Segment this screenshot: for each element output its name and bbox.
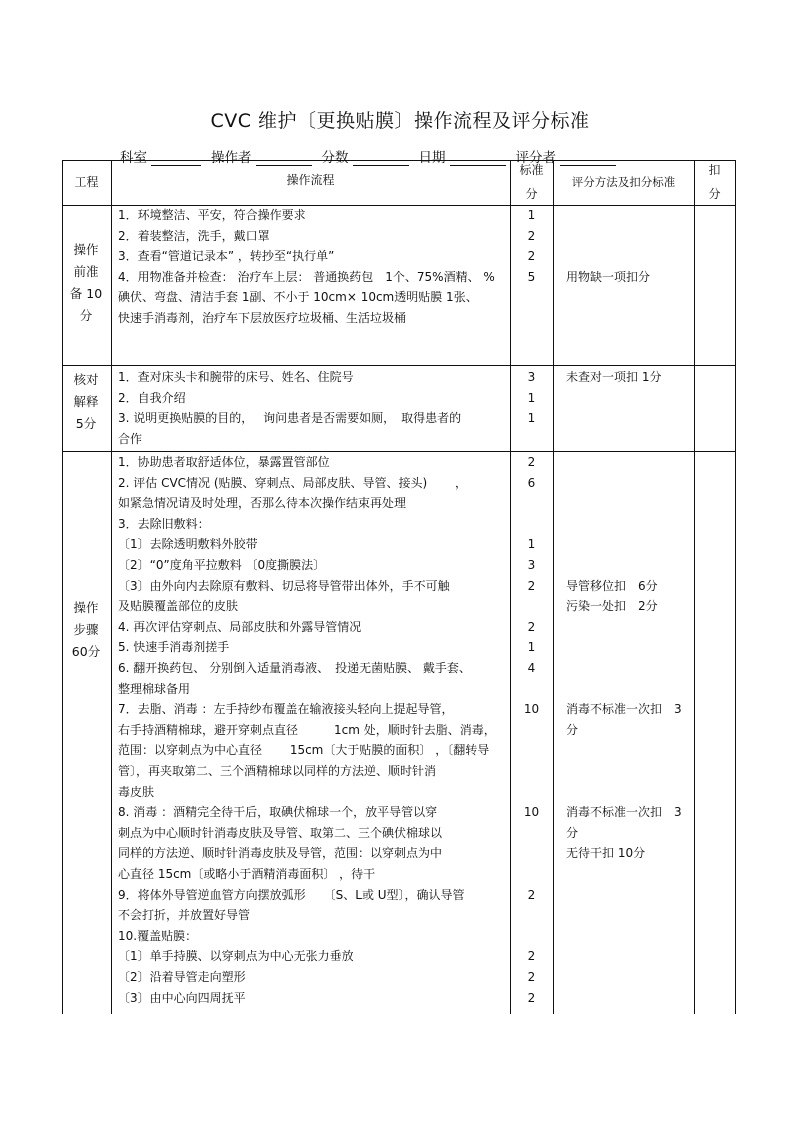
procedure-line: 2. 评估 CVC情况 (贴膜、穿刺点、局部皮肤、导管、接头) ，: [118, 476, 468, 490]
score-cell: 4: [527, 661, 536, 675]
procedure-line: 及贴膜覆盖部位的皮肤: [118, 599, 239, 613]
section-name-verify: 核对 解释 5分: [73, 372, 99, 431]
table-rule: [62, 205, 736, 206]
score-cell: 2: [527, 229, 536, 243]
procedure-line: 心直径 15cm〔或略小于酒精消毒面积〕 ，待干: [118, 867, 376, 881]
scoring-table: [62, 160, 736, 1014]
procedure-line: 〔3〕由中心向四周抚平: [118, 991, 246, 1005]
score-cell: 3: [527, 370, 536, 384]
procedure-line: 3．查看“管道记录本” ，转抄至“执行单”: [118, 249, 335, 263]
procedure-line: 1．查对床头卡和腕带的床号、姓名、住院号: [118, 370, 354, 384]
section-name-steps: 操作 步骤 60分: [71, 600, 101, 659]
method-cell: 未查对一项扣 1分: [566, 370, 662, 384]
procedure-line: 整理棉球备用: [118, 682, 191, 696]
procedure-line: 1．环境整洁、平安，符合操作要求: [118, 208, 306, 222]
procedure-line: 7．去脂、消毒 ：左手持纱布覆盖在输液接头轻向上提起导管，: [118, 702, 454, 716]
procedure-line: 〔1〕去除透明敷料外胶带: [118, 537, 258, 551]
table-rule: [553, 160, 554, 1014]
procedure-line: 4．用物准备并检查： 治疗车上层： 普通换药包 1个、75%酒精、 %: [118, 270, 495, 284]
method-cell: 无待干扣 10分: [566, 846, 646, 860]
header-project: 工程: [74, 175, 99, 189]
header-method: 评分方法及扣分标准: [571, 175, 676, 189]
score-cell: 1: [527, 411, 536, 425]
table-rule: [735, 160, 736, 1014]
procedure-line: 1．协助患者取舒适体位，暴露置管部位: [118, 455, 330, 469]
header-procedure: 操作流程: [286, 173, 335, 187]
table-rule: [694, 160, 695, 1014]
procedure-line: 刺点为中心顺时针消毒皮肤及导管、取第二、三个碘伏棉球以: [118, 826, 443, 840]
table-rule: [111, 160, 112, 1014]
header-deduct-2: 分: [708, 187, 721, 201]
procedure-line: 〔1〕单手持膜、以穿刺点为中心无张力垂放: [118, 949, 354, 963]
procedure-line: 毒皮肤: [118, 785, 155, 799]
score-cell: 2: [527, 970, 536, 984]
procedure-line: 10.覆盖贴膜：: [118, 929, 198, 943]
procedure-line: 4. 再次评估穿刺点、局部皮肤和外露导管情况: [118, 620, 362, 634]
score-cell: 2: [527, 888, 536, 902]
header-standard-1: 标准: [519, 163, 544, 177]
procedure-line: 合作: [118, 432, 143, 446]
score-cell: 6: [527, 476, 536, 490]
procedure-line: 如紧急情况请及时处理，否那么待本次操作结束再处理: [118, 496, 407, 510]
page-title: CVC 维护〔更换贴膜〕操作流程及评分标准: [210, 110, 590, 132]
section-name-prep: 操作 前准 备 10 分: [69, 242, 103, 323]
procedure-line: 〔2〕“0”度角平拉敷料 〔0度撕膜法〕: [118, 558, 326, 572]
method-cell: 污染一处扣 2分: [566, 599, 658, 613]
procedure-line: 碘伏、弯盘、清洁手套 1副、不小于 10cm× 10cm透明贴膜 1张、: [118, 290, 478, 304]
table-rule: [62, 451, 736, 452]
procedure-line: 〔2〕沿着导管走向塑形: [118, 970, 246, 984]
score-label: 分数: [321, 150, 349, 166]
procedure-line: 右手持酒精棉球，避开穿刺点直径 1cm 处，顺时针去脂、消毒，: [118, 723, 496, 737]
procedure-line: 同样的方法逆、顺时针消毒皮肤及导管，范围：以穿刺点为中: [118, 846, 443, 860]
procedure-line: 2．自我介绍: [118, 391, 186, 405]
procedure-line: 范围：以穿刺点为中心直径 15cm〔大于贴膜的面积〕 ，〔翻转导: [118, 743, 490, 757]
method-cell: 用物缺一项扣分: [566, 270, 651, 284]
score-cell: 1: [527, 391, 536, 405]
score-cell: 2: [527, 991, 536, 1005]
method-cell: 分: [566, 723, 579, 737]
score-cell: 5: [527, 270, 536, 284]
score-cell: 1: [527, 640, 536, 654]
score-cell: 1: [527, 208, 536, 222]
procedure-line: 9．将体外导管逆血管方向摆放弧形 〔S、L或 U型〕，确认导管: [118, 888, 465, 902]
procedure-line: 快速手消毒剂，治疗车下层放医疗垃圾桶、生活垃圾桶: [118, 311, 407, 325]
method-cell: 消毒不标准一次扣 3: [566, 702, 682, 716]
procedure-line: 〔3〕由外向内去除原有敷料、切忌将导管带出体外，手不可触: [118, 579, 450, 593]
procedure-line: 6. 翻开换药包、 分别倒入适量消毒液、 投递无菌贴膜、 戴手套、: [118, 661, 471, 675]
score-cell: 2: [527, 949, 536, 963]
procedure-line: 3. 说明更换贴膜的目的， 询问患者是否需要如厕， 取得患者的: [118, 411, 462, 425]
score-cell: 2: [527, 455, 536, 469]
score-cell: 10: [523, 805, 540, 819]
score-cell: 2: [527, 579, 536, 593]
grader-label: 评分者: [515, 150, 556, 166]
procedure-line: 3．去除旧敷料：: [118, 517, 210, 531]
table-rule: [62, 160, 736, 161]
method-cell: 消毒不标准一次扣 3: [566, 805, 682, 819]
method-cell: 分: [566, 826, 579, 840]
method-cell: 导管移位扣 6分: [566, 579, 658, 593]
procedure-line: 不会打折，并放置好导管: [118, 908, 251, 922]
score-cell: 3: [527, 558, 536, 572]
header-standard-2: 分: [525, 187, 538, 201]
date-label: 日期: [418, 150, 446, 166]
dept-label: 科室: [120, 150, 147, 166]
header-deduct-1: 扣: [708, 163, 721, 177]
score-cell: 10: [523, 702, 540, 716]
procedure-line: 5. 快速手消毒剂搓手: [118, 640, 230, 654]
score-cell: 2: [527, 620, 536, 634]
table-rule: [62, 365, 736, 366]
procedure-line: 管〕，再夹取第二、三个酒精棉球以同样的方法逆、顺时针消: [118, 764, 437, 778]
score-cell: 1: [527, 537, 536, 551]
procedure-line: 2．着装整洁，洗手，戴口罩: [118, 229, 270, 243]
procedure-line: 8. 消毒 ：酒精完全待干后，取碘伏棉球一个，放平导管以穿: [118, 805, 438, 819]
score-cell: 2: [527, 249, 536, 263]
operator-label: 操作者: [211, 150, 252, 166]
